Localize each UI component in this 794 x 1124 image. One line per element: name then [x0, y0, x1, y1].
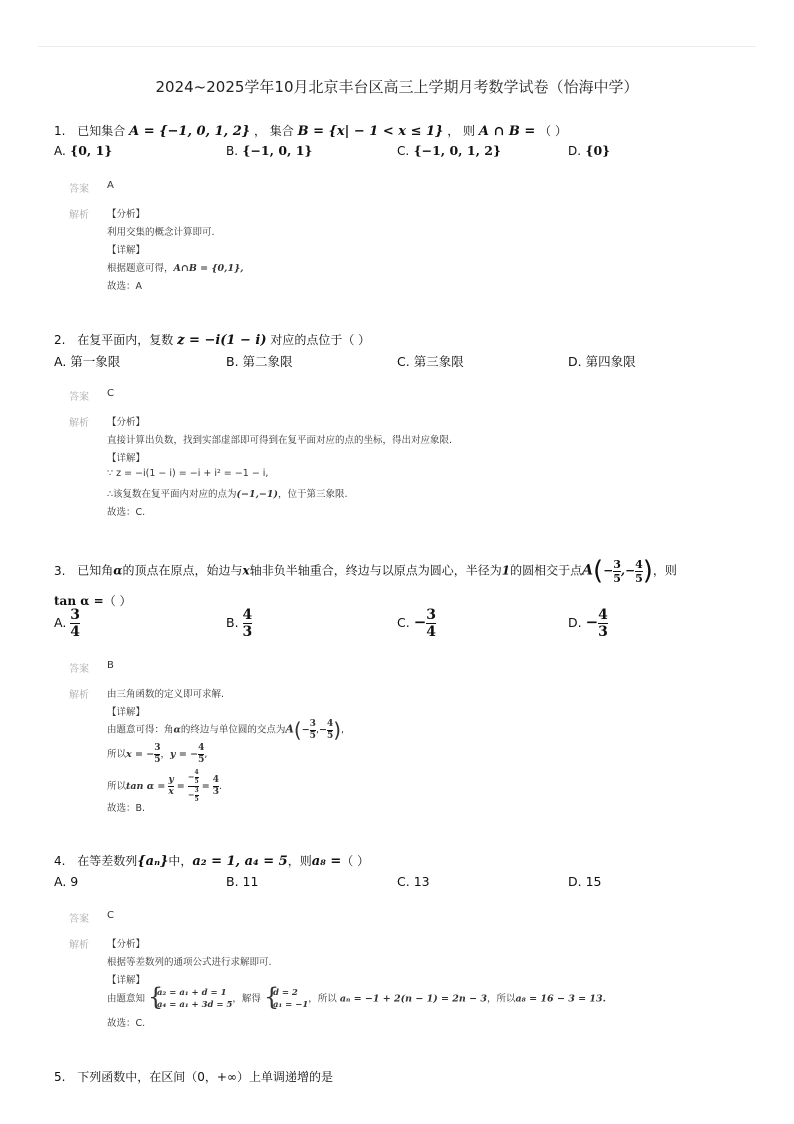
question-number: 4.: [54, 854, 66, 868]
question-text: 下列函数中，在区间（0，+∞）上单调递增的是: [77, 1070, 333, 1084]
question-4: 4. 在等差数列{aₙ}中，a₂ = 1, a₄ = 5，则a₈ =（ ）: [54, 854, 370, 869]
analysis-line: 故选：B.: [107, 803, 146, 814]
question-number: 3.: [54, 563, 66, 578]
analysis-line: 直接计算出负数，找到实部虚部即可得到在复平面对应的点的坐标，得出对应象限.: [107, 435, 453, 446]
analysis-line: 【详解】: [107, 975, 146, 986]
option-a[interactable]: A. $\frac{3}{4}$: [54, 607, 81, 640]
option-a[interactable]: A. 9: [54, 874, 79, 889]
question-3-line2: tan α =（ ）: [54, 594, 132, 608]
option-b[interactable]: B. 11: [226, 874, 259, 889]
page-title: 2024~2025学年10月北京丰台区高三上学期月考数学试卷（怡海中学）: [155, 78, 639, 96]
question-1: [54, 122, 567, 139]
answer-value: B: [107, 660, 114, 671]
analysis-line: ∵ z = −i(1 − i) = −i + i² = −1 − i,: [107, 468, 269, 479]
analysis-line: 根据题意可得，A∩B = {0,1},: [107, 263, 244, 274]
intersection-expr: A ∩ B =: [478, 124, 536, 139]
question-text: 已知集合: [77, 124, 126, 138]
analysis-line: 故选：C.: [107, 507, 146, 518]
option-a[interactable]: A. {0, 1}: [54, 143, 113, 158]
analysis-line: 根据等差数列的通项公式进行求解即可.: [107, 957, 272, 968]
analysis-line: ∴该复数在复平面内对应的点为(−1,−1)，位于第三象限.: [107, 489, 348, 500]
option-d[interactable]: D. − $\frac{4}{3}$: [568, 607, 608, 640]
option-c[interactable]: C. 第三象限: [397, 354, 464, 369]
question-number: 5.: [54, 1070, 66, 1084]
question-number: 1.: [54, 124, 66, 138]
question-text: ， 则: [447, 124, 476, 138]
option-c[interactable]: C. 13: [397, 874, 430, 889]
answer-label: 答案: [69, 664, 89, 675]
question-text: 在复平面内，复数: [77, 333, 174, 347]
analysis-line: 【详解】: [107, 707, 146, 718]
analysis-line: 故选：C.: [107, 1018, 146, 1029]
question-text: ， 集合: [253, 124, 294, 138]
answer-value: C: [107, 910, 114, 921]
answer-value: A: [107, 180, 114, 191]
analysis-label: 解析: [69, 210, 89, 221]
answer-value: C: [107, 388, 114, 399]
analysis-line: 所以tan α = $\frac{y}{x}$ = − $\frac{4}{5}$ − $\frac{3}{5}$ = $\frac{4}{3}$ .: [107, 769, 223, 803]
answer-label: 答案: [69, 392, 89, 403]
set-b: B = {x| − 1 < x ≤ 1}: [297, 124, 444, 139]
analysis-line: 【分析】: [107, 209, 146, 220]
option-c[interactable]: C. − $\frac{3}{4}$: [397, 607, 437, 640]
analysis-line: 利用交集的概念计算即可.: [107, 227, 215, 238]
option-c[interactable]: C. {−1, 0, 1, 2}: [397, 143, 502, 158]
option-b[interactable]: B. 第二象限: [226, 354, 293, 369]
header-rule: [38, 46, 756, 47]
option-d[interactable]: D. 第四象限: [568, 354, 636, 369]
question-text: 对应的点位于（ ）: [270, 333, 371, 347]
analysis-line: 由三角函数的定义即可求解.: [107, 689, 225, 700]
question-3: 3. 已知角α的顶点在原点，始边与x轴非负半轴重合，终边与以原点为圆心，半径为1的圆相交于点A(− $\frac{3}{5}$ ,− $\frac{4}{5}$ )，则: [54, 556, 677, 586]
option-b[interactable]: B. {−1, 0, 1}: [226, 143, 313, 158]
option-d[interactable]: D. {0}: [568, 143, 611, 158]
analysis-line: 【分析】: [107, 417, 146, 428]
analysis-line: 所以x = − $\frac{3}{5}$ ，y = − $\frac{4}{5}$ ,: [107, 743, 208, 765]
analysis-label: 解析: [69, 690, 89, 701]
complex-expr: z = −i(1 − i): [177, 333, 267, 348]
option-d[interactable]: D. 15: [568, 874, 602, 889]
question-number: 2.: [54, 333, 66, 347]
analysis-line: 由题意可得：角α的终边与单位圆的交点为A(− $\frac{3}{5}$ ,− $\frac{4}{5}$ ),: [107, 718, 345, 742]
analysis-line: 故选：A: [107, 281, 142, 292]
analysis-line: 【分析】: [107, 939, 146, 950]
analysis-line: 由题意知 { a₂ = a₁ + d = 1 a₄ = a₁ + 3d = 5 ，解得 { d = 2 a₁ = −1 ，所以 aₙ = −1 + 2(n − 1) = 2n − 3，所以a₈ = 16 − 3 = 13.: [107, 983, 606, 1011]
analysis-label: 解析: [69, 940, 89, 951]
question-2: [54, 331, 370, 348]
analysis-line: 【详解】: [107, 245, 146, 256]
set-a: A = {−1, 0, 1, 2}: [129, 124, 251, 139]
analysis-label: 解析: [69, 418, 89, 429]
answer-blank: （ ）: [539, 124, 567, 138]
option-b[interactable]: B. $\frac{4}{3}$: [226, 607, 253, 640]
question-5: [54, 1068, 333, 1085]
answer-label: 答案: [69, 184, 89, 195]
analysis-line: 【详解】: [107, 453, 146, 464]
answer-label: 答案: [69, 914, 89, 925]
option-a[interactable]: A. 第一象限: [54, 354, 121, 369]
